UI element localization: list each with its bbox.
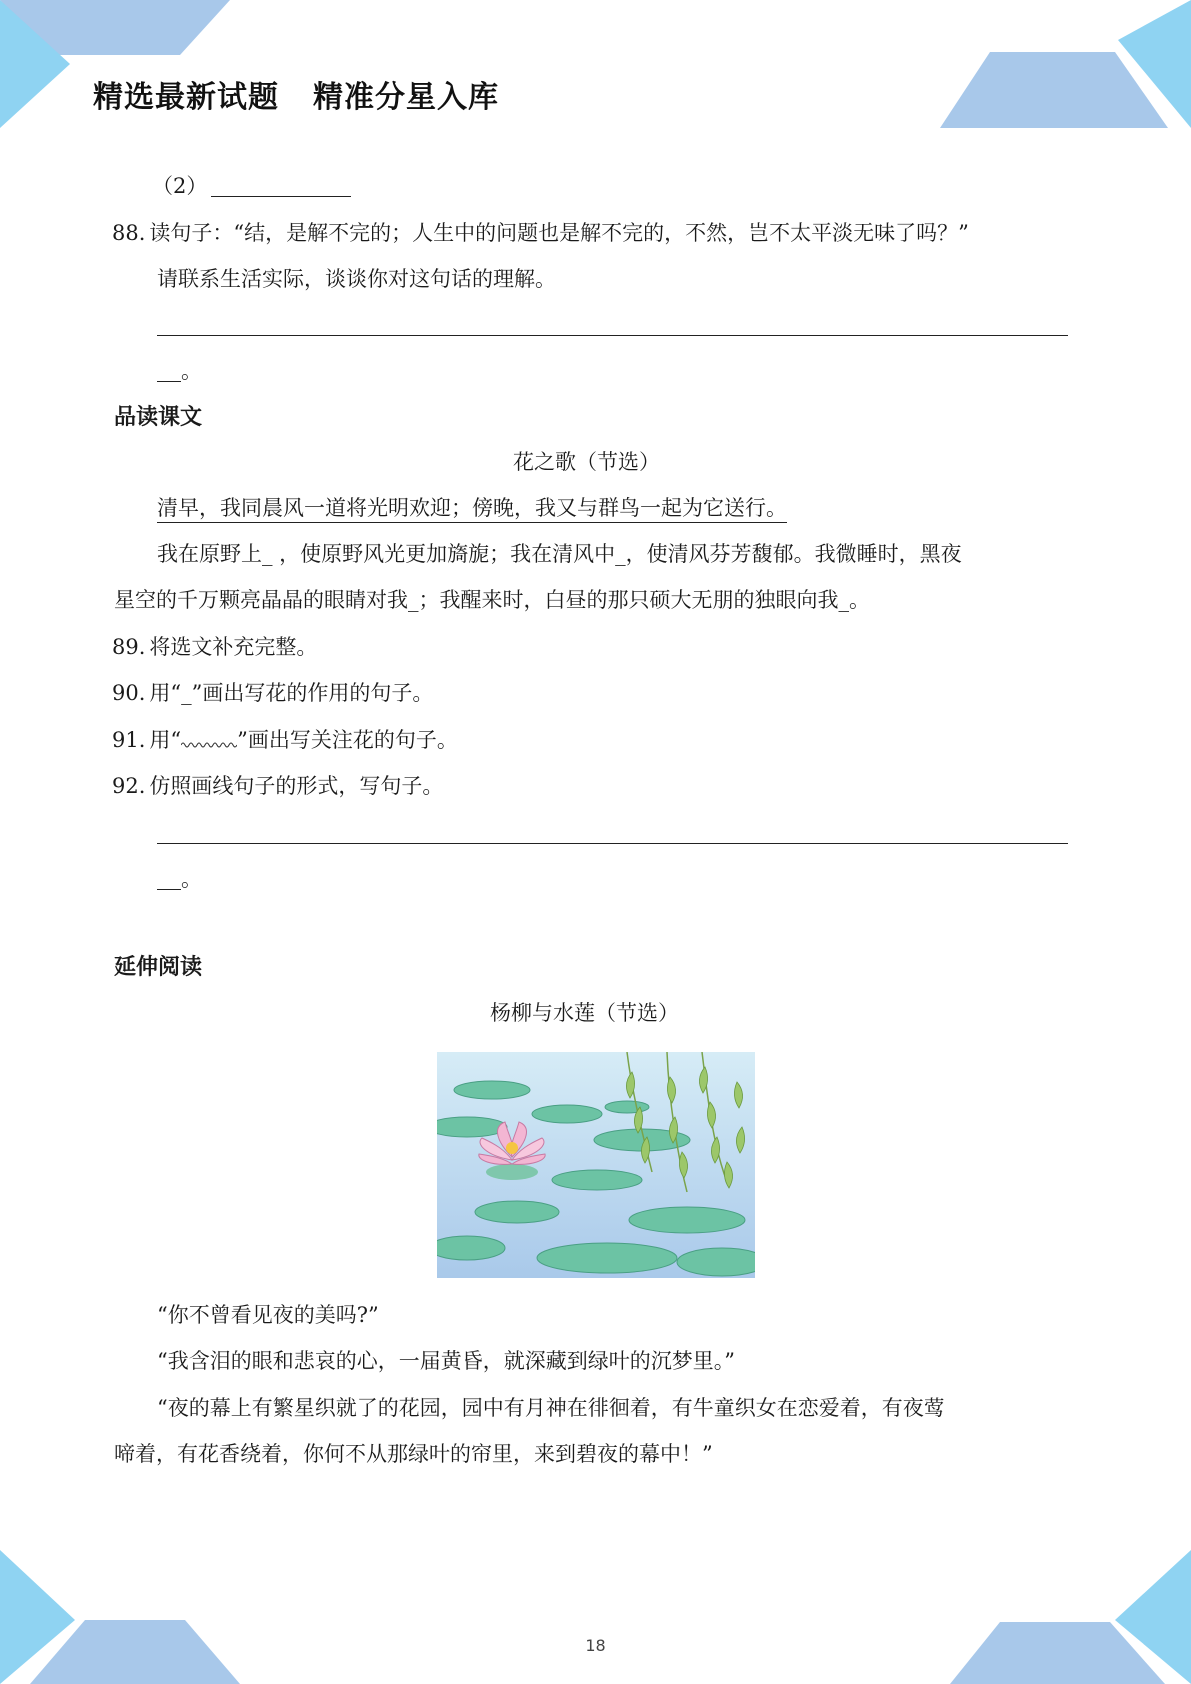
answer-line-end bbox=[157, 864, 202, 894]
question-text: ”画出写关注花的句子。 bbox=[237, 728, 458, 752]
top-left-trapezoid bbox=[0, 0, 230, 55]
q88-line1 bbox=[112, 218, 969, 248]
passage-title: 花之歌（节选） bbox=[513, 450, 660, 474]
underlined-text: 清早，我同晨风一道将光明欢迎；傍晚，我又与群鸟一起为它送行。 bbox=[157, 496, 787, 523]
wavy-line-marker bbox=[181, 739, 237, 749]
q87-sub-label: （2） bbox=[152, 174, 208, 198]
bottom-left-triangle bbox=[0, 1550, 75, 1684]
q90 bbox=[112, 678, 433, 708]
q91 bbox=[112, 725, 458, 755]
q92 bbox=[112, 771, 443, 801]
q89 bbox=[112, 632, 317, 662]
q88-text: 读句子：“结，是解不完的；人生中的问题也是解不完的，不然，岂不太平淡无味了吗？” bbox=[149, 221, 969, 245]
passage-line: “我含泪的眼和悲哀的心，一届黄昏，就深藏到绿叶的沉梦里。” bbox=[157, 1349, 735, 1373]
top-right-triangle bbox=[1118, 0, 1191, 128]
header-title-left: 精选最新试题 bbox=[93, 80, 279, 115]
underlined-sentence bbox=[157, 493, 787, 523]
lotus-willow-illustration bbox=[437, 1052, 755, 1278]
question-number: 90. bbox=[112, 681, 146, 705]
question-number: 89. bbox=[112, 635, 146, 659]
question-text: 用“ bbox=[149, 681, 182, 705]
end-mark: 。 bbox=[181, 867, 202, 891]
top-left-triangle bbox=[0, 0, 70, 128]
passage-line: 我在原野上_ ，使原野风光更加旖旎；我在清风中_，使清风芬芳馥郁。我微睡时，黑夜 bbox=[157, 542, 962, 566]
q87-sub-item bbox=[152, 171, 351, 201]
answer-blank-short[interactable] bbox=[157, 359, 181, 382]
page-header bbox=[93, 72, 499, 116]
section-heading: 延伸阅读 bbox=[114, 955, 203, 980]
underline-marker: _ bbox=[181, 681, 192, 705]
end-mark: 。 bbox=[181, 359, 202, 383]
passage-title: 杨柳与水莲（节选） bbox=[490, 1001, 679, 1025]
passage-line: “夜的幕上有繁星织就了的花园，园中有月神在徘徊着，有牛童织女在恋爱着，有夜莺 bbox=[157, 1396, 945, 1420]
question-text: ”画出写花的作用的句子。 bbox=[191, 681, 434, 705]
header-title-right: 精准分星入库 bbox=[313, 80, 499, 115]
question-text: 将选文补充完整。 bbox=[149, 635, 318, 659]
page-number: 18 bbox=[585, 1636, 606, 1655]
bottom-right-triangle bbox=[1115, 1550, 1191, 1684]
passage-line: 啼着，有花香绕着，你何不从那绿叶的帘里，来到碧夜的幕中！” bbox=[114, 1442, 713, 1466]
answer-blank[interactable] bbox=[211, 174, 351, 197]
q88-line2: 请联系生活实际，谈谈你对这句话的理解。 bbox=[157, 267, 556, 291]
answer-blank-short[interactable] bbox=[157, 867, 181, 890]
answer-line-end bbox=[157, 356, 202, 386]
question-number: 88. bbox=[112, 221, 146, 245]
answer-line[interactable] bbox=[157, 843, 1068, 844]
answer-line[interactable] bbox=[157, 335, 1068, 336]
top-right-trapezoid bbox=[940, 52, 1168, 128]
question-number: 92. bbox=[112, 774, 146, 798]
passage-line: 星空的千万颗亮晶晶的眼睛对我_；我醒来时，白昼的那只硕大无朋的独眼向我_。 bbox=[114, 588, 870, 612]
question-text: 仿照画线句子的形式，写句子。 bbox=[149, 774, 444, 798]
section-heading: 品读课文 bbox=[114, 405, 203, 430]
question-number: 91. bbox=[112, 728, 146, 752]
question-text: 用“ bbox=[149, 728, 182, 752]
passage-line: “你不曾看见夜的美吗?” bbox=[157, 1303, 379, 1327]
